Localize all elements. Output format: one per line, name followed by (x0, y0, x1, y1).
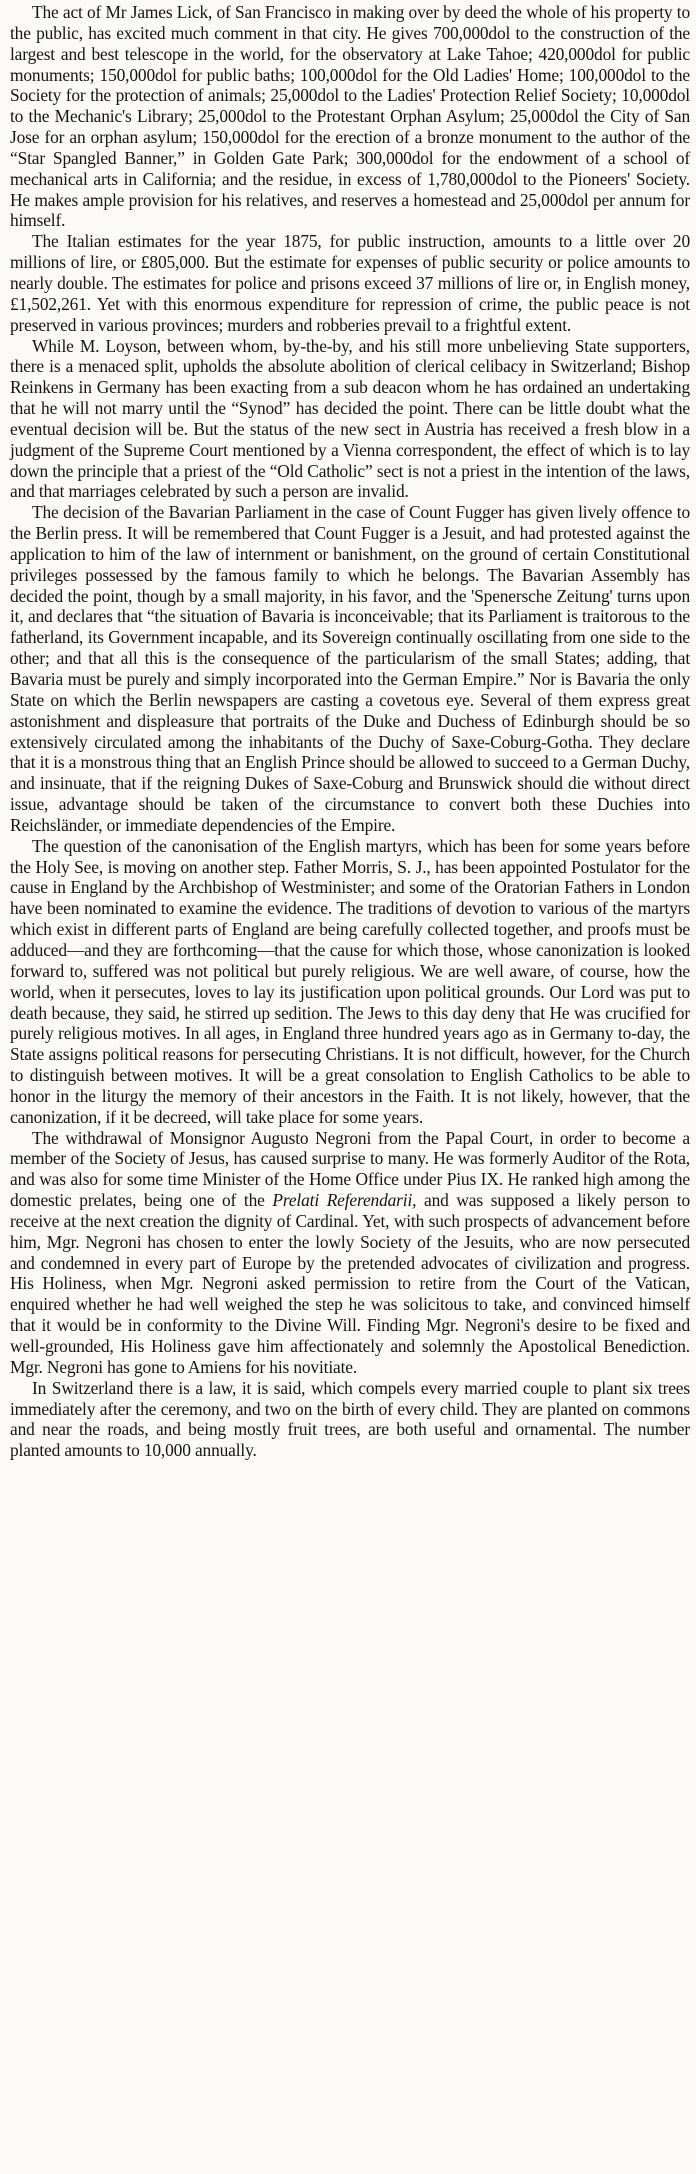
paragraph-negroni-withdrawal (10, 1128, 690, 1378)
italic-phrase: Prelati Referendarii, (272, 1190, 417, 1211)
paragraph-text: The act of Mr James Lick, of San Francisco in making over by deed the whole of his property to the public, has excited much comment in that city. He gives 700,000dol to the construction of the largest and best telescope in the world, for the observatory at Lake Tahoe; 420,000dol for public monuments; 150,000dol for public baths; 100,000dol for the Old Ladies' Home; 100,000dol to the Society for the protection of animals; 25,000dol to the Ladies' Protection Relief Society; 10,000dol to the Mechanic's Library; 25,000dol to the Protestant Orphan Asylum; 25,000dol the City of San Jose for an orphan asylum; 150,000dol for the erection of a bronze monument to the author of the “Star Spangled Banner,” in Golden Gate Park; 300,000dol for the endowment of a school of mechanical arts in California; and the residue, in excess of 1,780,000dol to the Pioneers' Society. He makes ample provision for his relatives, and reserves a homestead and 25,000dol per annum for himself. (10, 2, 690, 231)
paragraph-loyson-old-catholics (10, 336, 690, 503)
paragraph-switzerland-trees (10, 1378, 690, 1461)
paragraph-text: In Switzerland there is a law, it is said, which compels every married couple to plant six trees immediately after the ceremony, and two on the birth of every child. They are planted on commons and near the roads, and being mostly fruit trees, are both useful and ornamental. The number planted amounts to 10,000 annually. (10, 1377, 690, 1461)
paragraph-text: The Italian estimates for the year 1875, for public instruction, amounts to a little over 20 millions of lire, or £805,000. But the estimate for expenses of public security or police amounts to nearly double. The estimates for police and prisons exceed 37 millions of lire or, in English money, £1,502,261. Yet with this enormous expenditure for repression of crime, the public peace is not preserved in various provinces; murders and robberies prevail to a frightful extent. (10, 231, 690, 335)
paragraph-lick-bequest (10, 2, 690, 231)
paragraph-italian-estimates (10, 231, 690, 335)
paragraph-text: The withdrawal of Monsignor Augusto Negroni from the Papal Court, in order to become a member of the Society of Jesus, has caused surprise to many. He was formerly Auditor of the Rota, and was also for some time Minister of the Home Office under Pius IX. He ranked high among the domestic prelates, being one of the (10, 1127, 690, 1211)
paragraph-text: While M. Loyson, between whom, by-the-by, and his still more unbelieving State supporters, there is a menaced split, upholds the absolute abolition of clerical celibacy in Switzerland; Bishop Reinkens in Germany has been exacting from a sub deacon whom he has ordained an undertaking that he will not marry until the “Synod” has decided the point. There can be little doubt what the eventual decision will be. But the status of the new sect in Austria has received a fresh blow in a judgment of the Supreme Court mentioned by a Vienna correspondent, the effect of which is to lay down the principle that a priest of the “Old Catholic” sect is not a priest in the intention of the laws, and that marriages celebrated by such a person are invalid. (10, 335, 690, 502)
paragraph-text: The decision of the Bavarian Parliament in the case of Count Fugger has given lively offence to the Berlin press. It will be remembered that Count Fugger is a Jesuit, and had protested against the application to him of the law of internment or banishment, on the ground of certain Constitutional privileges possessed by the famous family to which he belongs. The Bavarian Assembly has decided the point, though by a small majority, in his favor, and the 'Spenersche Zeitung' turns upon it, and declares that “the situation of Bavaria is inconceivable; that its Parliament is traitorous to the fatherland, its Government incapable, and its Sovereign continually oscillating from one side to the other; and that all this is the consequence of the particularism of the small States; adding, that Bavaria must be purely and simply incorporated into the German Empire.” Nor is Bavaria the only State on which the Berlin newspapers are casting a covetous eye. Several of them express great astonishment and displeasure that portraits of the Duke and Duchess of Edinburgh should be so extensively circulated among the inhabitants of the Duchy of Saxe-Coburg-Gotha. They declare that it is a monstrous thing that an English Prince should be allowed to succeed to a German Duchy, and insinuate, that if the reigning Dukes of Saxe-Coburg and Brunswick should die without direct issue, advantage should be taken of the circumstance to convert both these Duchies into Reichsländer, or immediate dependencies of the Empire. (10, 502, 690, 835)
paragraph-english-martyrs (10, 836, 690, 1128)
paragraph-text: and was supposed a likely person to receive at the next creation the dignity of Cardinal. Yet, with such prospects of advancement before him, Mgr. Negroni has chosen to enter the lowly Society of the Jesuits, who are now persecuted and condemned in every part of Europe by the pretended advocates of civilization and progress. His Holiness, when Mgr. Negroni asked permission to retire from the Court of the Vatican, enquired whether he had well weighed the step he was solicitous to take, and convinced himself that it would be in conformity to the Divine Will. Finding Mgr. Negroni's desire to be fixed and well-grounded, His Holiness gave him affectionately and solemnly the Apostolical Benediction. Mgr. Negroni has gone to Amiens for his novitiate. (10, 1190, 690, 1377)
paragraph-bavarian-parliament (10, 502, 690, 836)
paragraph-text: The question of the canonisation of the English martyrs, which has been for some years before the Holy See, is moving on another step. Father Morris, S. J., has been appointed Postulator for the cause in England by the Archbishop of Westminister; and some of the Oratorian Fathers in London have been nominated to examine the evidence. The traditions of devotion to various of the martyrs which exist in different parts of England are being carefully collected together, and proofs must be adduced—and they are forthcoming—that the cause for which those, whose canonization is looked forward to, suffered was not political but purely religious. We are well aware, of course, how the world, when it persecutes, loves to lay its justification upon political grounds. Our Lord was put to death because, they said, he stirred up sedition. The Jews to this day deny that He was crucified for purely religious motives. In all ages, in England three hundred years ago as in Germany to-day, the State assigns political reasons for persecuting Christians. It is not difficult, however, for the Church to distinguish between motives. It will be a great consolation to English Catholics to be able to honor in the liturgy the memory of their ancestors in the Faith. It is not likely, however, that the canonization, if it be decreed, will take place for some years. (10, 835, 690, 1127)
